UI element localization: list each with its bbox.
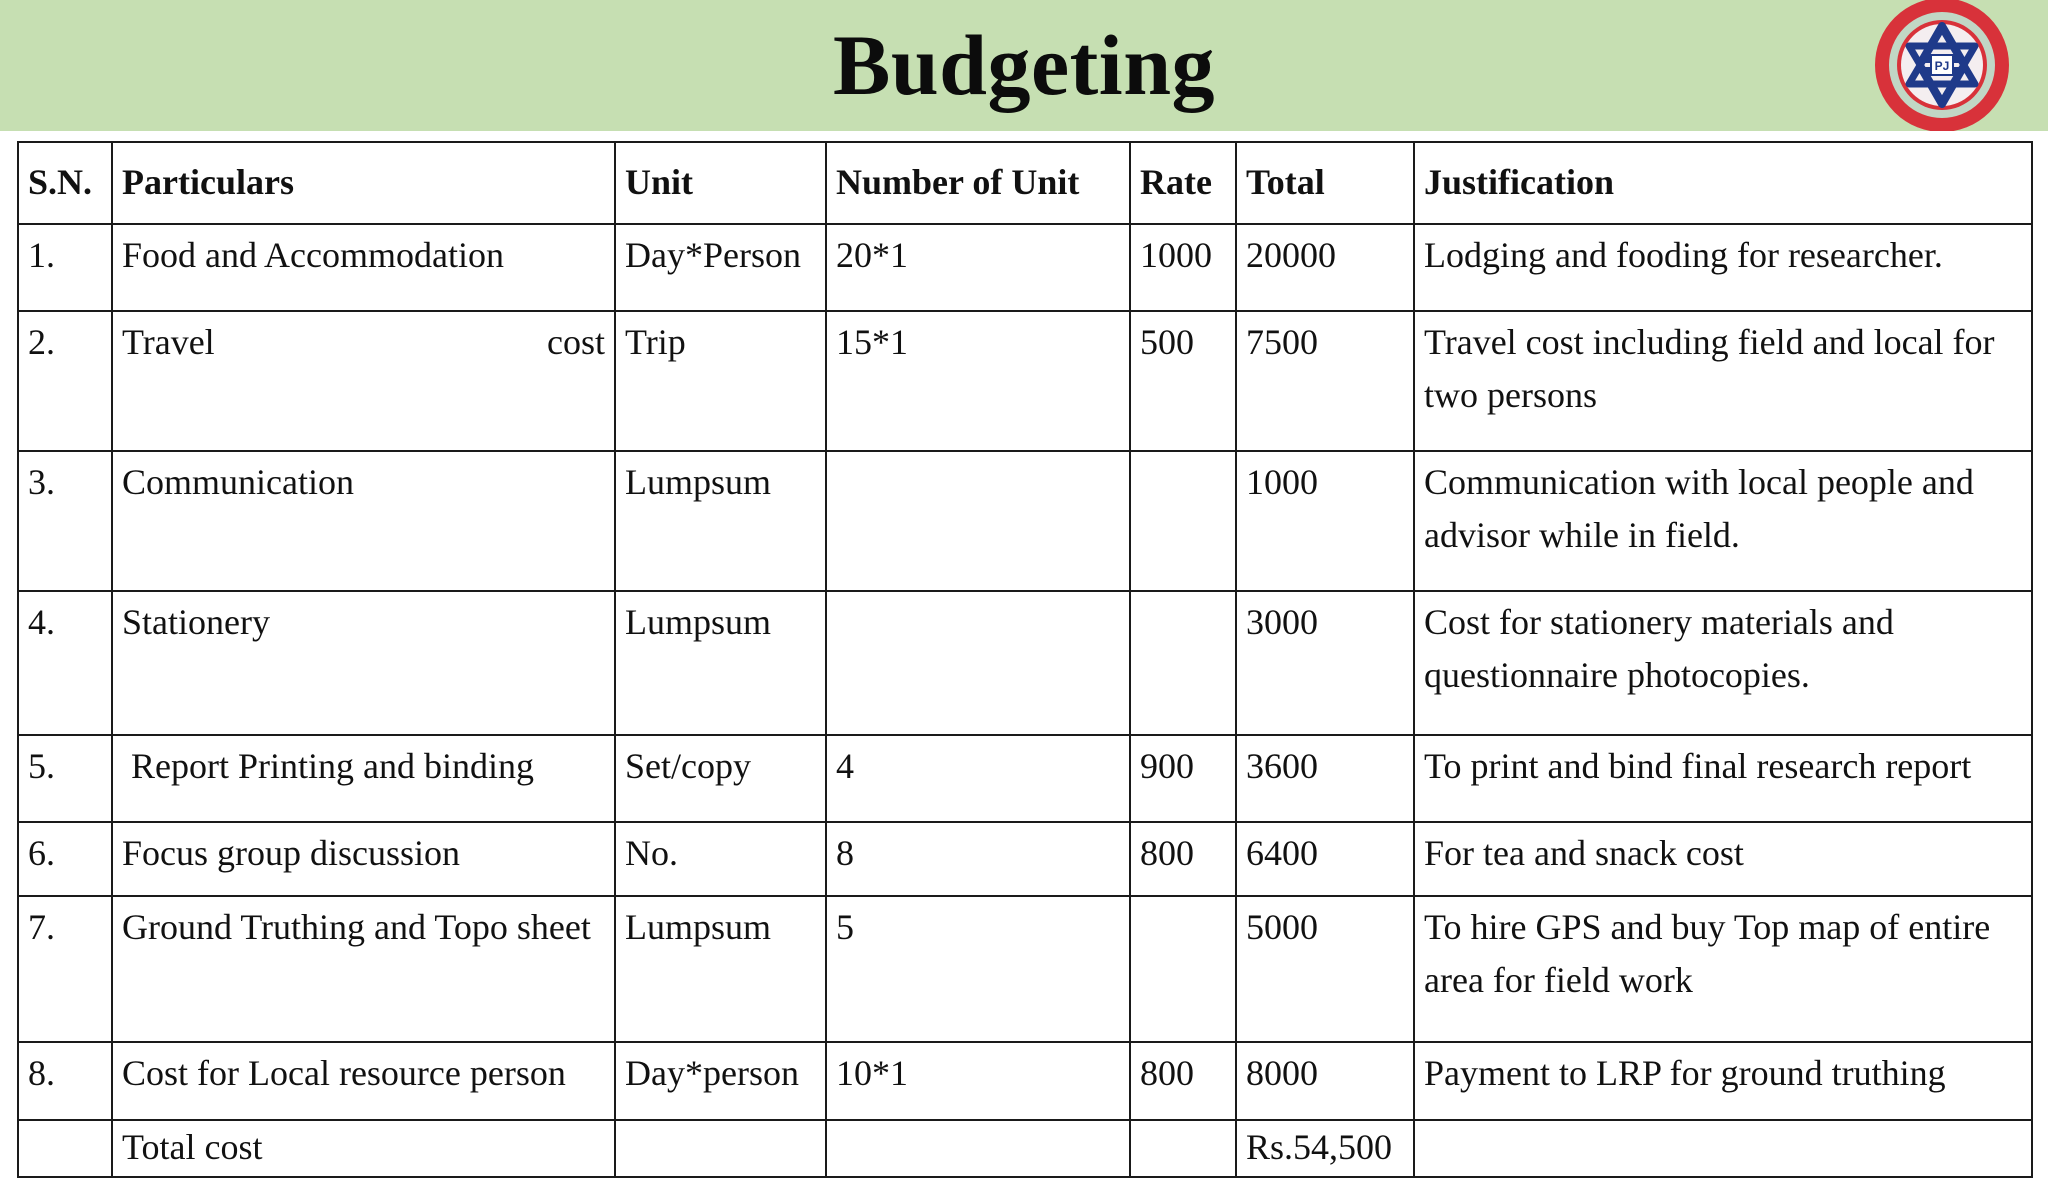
cell-unit: Day*person (615, 1042, 826, 1120)
cell-justification: For tea and snack cost (1414, 822, 2032, 896)
cell-justification: To print and bind final research report (1414, 735, 2032, 822)
cell-number (826, 451, 1130, 591)
cell-sn-empty (18, 1120, 112, 1177)
cell-unit: Lumpsum (615, 591, 826, 735)
cell-rate (1130, 591, 1236, 735)
cell-empty (1130, 1120, 1236, 1177)
cell-rate: 900 (1130, 735, 1236, 822)
cell-unit: Day*Person (615, 224, 826, 311)
cell-sn: 1. (18, 224, 112, 311)
total-label: Total cost (112, 1120, 615, 1177)
header-rate: Rate (1130, 142, 1236, 224)
cell-sn: 5. (18, 735, 112, 822)
cell-empty (615, 1120, 826, 1177)
table-row (18, 451, 2032, 591)
header-justification: Justification (1414, 142, 2032, 224)
cell-number (826, 591, 1130, 735)
cell-particulars: Communication (112, 451, 615, 591)
cell-justification: Lodging and fooding for researcher. (1414, 224, 2032, 311)
university-seal-icon (1869, 0, 2015, 131)
cell-justification: Communication with local people and advisor while in field. (1414, 451, 2032, 591)
cell-total: 3600 (1236, 735, 1414, 822)
cell-justification: To hire GPS and buy Top map of entire area for field work (1414, 896, 2032, 1042)
cell-number: 20*1 (826, 224, 1130, 311)
cell-particulars: Focus group discussion (112, 822, 615, 896)
cell-number: 15*1 (826, 311, 1130, 451)
table-row (18, 224, 2032, 311)
cell-total: 20000 (1236, 224, 1414, 311)
cell-number: 4 (826, 735, 1130, 822)
cell-total: 1000 (1236, 451, 1414, 591)
cell-number: 10*1 (826, 1042, 1130, 1120)
cell-justification: Cost for stationery materials and questionnaire photocopies. (1414, 591, 2032, 735)
cell-total: 8000 (1236, 1042, 1414, 1120)
cell-rate: 800 (1130, 822, 1236, 896)
total-value: Rs.54,500 (1236, 1120, 1414, 1177)
header-total: Total (1236, 142, 1414, 224)
cell-unit: Trip (615, 311, 826, 451)
cell-total: 7500 (1236, 311, 1414, 451)
cell-total: 6400 (1236, 822, 1414, 896)
table-row (18, 1042, 2032, 1120)
table-header-row (18, 142, 2032, 224)
table-row (18, 311, 2032, 451)
cell-sn: 3. (18, 451, 112, 591)
cell-sn: 2. (18, 311, 112, 451)
cell-sn: 7. (18, 896, 112, 1042)
table-row (18, 735, 2032, 822)
cell-particulars: Report Printing and binding (112, 735, 615, 822)
cell-number: 8 (826, 822, 1130, 896)
cell-rate (1130, 896, 1236, 1042)
cell-empty (1414, 1120, 2032, 1177)
cell-rate: 500 (1130, 311, 1236, 451)
slide-title: Budgeting (832, 17, 1216, 113)
cell-sn: 4. (18, 591, 112, 735)
header-particulars: Particulars (112, 142, 615, 224)
cell-total: 3000 (1236, 591, 1414, 735)
cell-particulars: Stationery (112, 591, 615, 735)
header-unit: Unit (615, 142, 826, 224)
cell-particulars: Ground Truthing and Topo sheet (112, 896, 615, 1042)
cell-unit: Set/copy (615, 735, 826, 822)
cell-rate: 1000 (1130, 224, 1236, 311)
budget-table (17, 141, 2033, 1178)
cell-number: 5 (826, 896, 1130, 1042)
cell-justification: Payment to LRP for ground truthing (1414, 1042, 2032, 1120)
cell-rate (1130, 451, 1236, 591)
cell-justification: Travel cost including field and local for two persons (1414, 311, 2032, 451)
header-sn: S.N. (18, 142, 112, 224)
cell-rate: 800 (1130, 1042, 1236, 1120)
cell-unit: Lumpsum (615, 451, 826, 591)
header-number-of-unit: Number of Unit (826, 142, 1130, 224)
cell-empty (826, 1120, 1130, 1177)
cell-particulars: Cost for Local resource person (112, 1042, 615, 1120)
cell-particulars: Travel cost (112, 311, 615, 451)
cell-total: 5000 (1236, 896, 1414, 1042)
cell-sn: 6. (18, 822, 112, 896)
table-row (18, 896, 2032, 1042)
cell-sn: 8. (18, 1042, 112, 1120)
table-row (18, 822, 2032, 896)
seal-monogram: PJ (1934, 59, 1950, 73)
table-row (18, 591, 2032, 735)
total-row (18, 1120, 2032, 1177)
cell-unit: No. (615, 822, 826, 896)
cell-unit: Lumpsum (615, 896, 826, 1042)
cell-particulars: Food and Accommodation (112, 224, 615, 311)
